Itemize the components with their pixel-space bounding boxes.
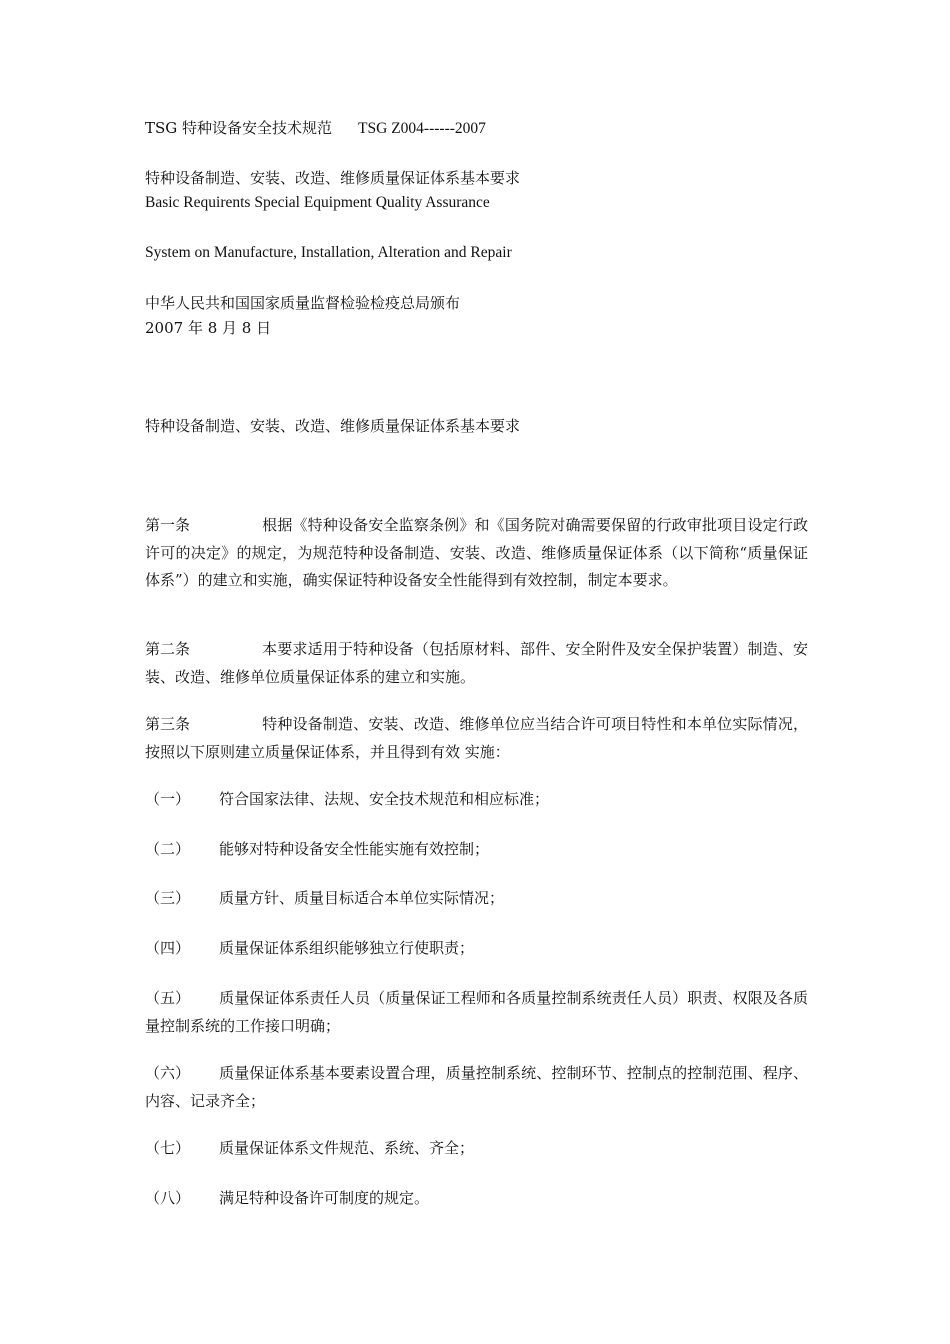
issue-date: 2007 年 8 月 8 日 bbox=[145, 319, 272, 337]
list-item-3 bbox=[145, 885, 808, 913]
article-label: 第二条 bbox=[145, 640, 191, 658]
document-title-cn: 特种设备制造、安装、改造、维修质量保证体系基本要求 bbox=[145, 169, 521, 187]
issuer-line: 中华人民共和国国家质量监督检验检疫总局颁布 bbox=[145, 294, 461, 312]
list-item-1 bbox=[145, 786, 808, 814]
list-item-number: （一） bbox=[145, 790, 191, 808]
document-title-en-2: System on Manufacture, Installation, Alteration and Repair bbox=[145, 244, 512, 261]
standard-code: TSG Z004------2007 bbox=[358, 120, 486, 137]
list-item-text: 质量方针、质量目标适合本单位实际情况； bbox=[219, 889, 505, 907]
list-item-text: 质量保证体系文件规范、系统、齐全； bbox=[219, 1139, 475, 1157]
article-text: 特种设备制造、安装、改造、维修单位应当结合许可项目特性和本单位实际情况，按照以下原则建立质量保证体系，并且得到有效 实施： bbox=[145, 715, 808, 761]
list-item-text: 质量保证体系责任人员（质量保证工程师和各质量控制系统责任人员）职责、权限及各质量控制系统的工作接口明确； bbox=[145, 989, 808, 1035]
list-item-7 bbox=[145, 1135, 808, 1163]
list-item-number: （三） bbox=[145, 889, 191, 907]
list-item-4 bbox=[145, 935, 808, 963]
list-item-number: （八） bbox=[145, 1189, 191, 1207]
list-item-number: （二） bbox=[145, 840, 191, 858]
list-item-2 bbox=[145, 836, 808, 864]
article-label: 第三条 bbox=[145, 715, 191, 733]
list-item-8 bbox=[145, 1185, 808, 1213]
document-title-en-1: Basic Requirents Special Equipment Quality Assurance bbox=[145, 194, 490, 211]
article-text: 本要求适用于特种设备（包括原材料、部件、安全附件及安全保护装置）制造、安装、改造、维修单位质量保证体系的建立和实施。 bbox=[145, 640, 808, 686]
body-title: 特种设备制造、安装、改造、维修质量保证体系基本要求 bbox=[145, 417, 521, 435]
article-label: 第一条 bbox=[145, 516, 191, 534]
list-item-number: （六） bbox=[145, 1064, 191, 1082]
list-item-text: 能够对特种设备安全性能实施有效控制； bbox=[219, 840, 490, 858]
article-text: 根据《特种设备安全监察条例》和《国务院对确需要保留的行政审批项目设定行政许可的决定》的规定，为规范特种设备制造、安装、改造、维修质量保证体系（以下简称“质量保证体系”）的建立和实施，确实保证特种设备安全性能得到有效控制，制定本要求。 bbox=[145, 516, 808, 589]
list-item-5 bbox=[145, 985, 808, 1040]
article-2 bbox=[145, 636, 808, 691]
list-item-6 bbox=[145, 1060, 808, 1115]
list-item-number: （五） bbox=[145, 989, 191, 1007]
list-item-number: （七） bbox=[145, 1139, 191, 1157]
article-1 bbox=[145, 512, 808, 595]
article-3 bbox=[145, 711, 808, 766]
standard-header-line bbox=[145, 118, 486, 139]
list-item-text: 质量保证体系基本要素设置合理，质量控制系统、控制环节、控制点的控制范围、程序、内容、记录齐全； bbox=[145, 1064, 808, 1110]
standard-title: TSG 特种设备安全技术规范 bbox=[145, 119, 333, 137]
list-item-text: 满足特种设备许可制度的规定。 bbox=[219, 1189, 430, 1207]
list-item-text: 质量保证体系组织能够独立行使职责； bbox=[219, 939, 475, 957]
list-item-text: 符合国家法律、法规、安全技术规范和相应标准； bbox=[219, 790, 550, 808]
list-item-number: （四） bbox=[145, 939, 191, 957]
